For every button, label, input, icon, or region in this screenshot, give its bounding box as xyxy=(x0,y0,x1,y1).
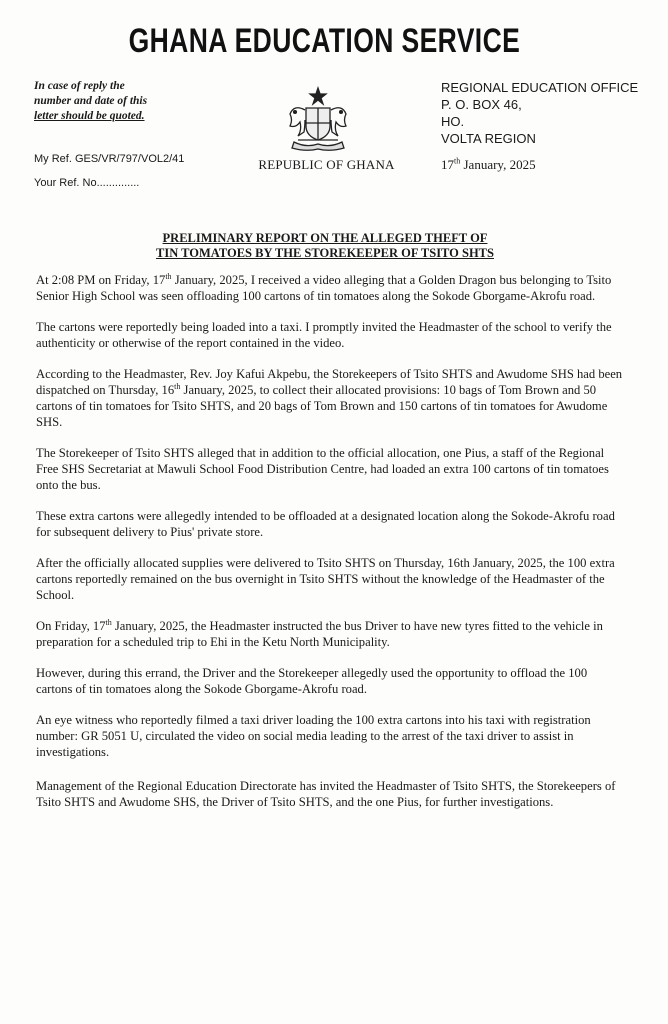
paragraph-7 xyxy=(36,618,626,650)
date-rest: January, 2025 xyxy=(460,157,536,172)
organization-title: GHANA EDUCATION SERVICE xyxy=(128,22,521,60)
your-reference: Your Ref. No.............. xyxy=(34,177,140,189)
reference-block xyxy=(34,147,184,195)
paragraph-7-sup: th xyxy=(105,617,112,627)
report-title xyxy=(90,231,560,261)
address-line-city: HO. xyxy=(441,114,465,129)
paragraph-1-text-b: January, 2025, I received a video alleging that a Golden Dragon bus belonging to Tsito Senior High School was seen offloading 100 cartons of tin tomatoes along the Sokode Gborgame-Akrofu road. xyxy=(36,273,612,303)
address-line-region: VOLTA REGION xyxy=(441,131,536,146)
paragraph-1 xyxy=(36,272,626,304)
paragraph-1-text-a: At 2:08 PM on Friday, 17 xyxy=(36,273,166,287)
paragraph-10: Management of the Regional Education Directorate has invited the Headmaster of Tsito SHTS, the Storekeepers of Tsito SHTS and Awudome SHS, the Driver of Tsito SHTS, and the one Pius, for further investigations. xyxy=(36,779,616,809)
reply-instruction xyxy=(34,79,184,124)
paragraph-6: After the officially allocated supplies were delivered to Tsito SHTS on Thursday, 16th January, 2025, the 100 extra cartons reportedly remained on the bus overnight in Tsito SHTS without the knowledge of the Headmaster of the School. xyxy=(36,556,615,602)
report-body xyxy=(36,272,626,825)
paragraph-4: The Storekeeper of Tsito SHTS alleged that in addition to the official allocation, one Pius, a staff of the Regional Free SHS Secretariat at Mawuli School Food Distribution Centre, had loaded an extra 100 cartons of tin tomatoes onto the bus. xyxy=(36,446,609,492)
paragraph-5: These extra cartons were allegedly intended to be offloaded at a designated location along the Sokode-Akrofu road for subsequent delivery to Pius' private store. xyxy=(36,509,615,539)
date-suffix: th xyxy=(454,156,461,166)
reply-instruction-line-2: number and date of this xyxy=(34,95,148,107)
paragraph-8: However, during this errand, the Driver and the Storekeeper allegedly used the opportunity to offload the 100 cartons of tin tomatoes along the Sokode Gborgame-Akrofu road. xyxy=(36,666,588,696)
address-line-box: P. O. BOX 46, xyxy=(441,97,522,112)
reply-instruction-line-3: letter should be quoted. xyxy=(34,110,145,122)
address-line-office: REGIONAL EDUCATION OFFICE xyxy=(441,80,639,95)
report-title-line-2: TIN TOMATOES BY THE STOREKEEPER OF TSITO SHTS xyxy=(156,246,494,260)
date-day: 17 xyxy=(441,157,454,172)
report-title-line-1: PRELIMINARY REPORT ON THE ALLEGED THEFT OF xyxy=(162,231,488,245)
paragraph-7-text-b: January, 2025, the Headmaster instructed the bus Driver to have new tyres fitted to the vehicle in preparation for a scheduled trip to Ehi in the Ketu North Municipality. xyxy=(36,619,603,649)
ghana-coat-of-arms-icon xyxy=(284,86,352,152)
paragraph-7-text-a: On Friday, 17 xyxy=(36,619,106,633)
letter-date xyxy=(441,157,536,173)
paragraph-3-sup: th xyxy=(174,381,181,391)
paragraph-1-sup: th xyxy=(165,271,172,281)
paragraph-2: The cartons were reportedly being loaded into a taxi. I promptly invited the Headmaster of the school to verify the authenticity or otherwise of the report contained in the video. xyxy=(36,320,612,350)
paragraph-3-text-a: According to the Headmaster, Rev. Joy Kafui Akpebu, the Storekeepers of Tsito SHTS and Awudome SHS had been dispatched on Thursday, 16 xyxy=(36,367,623,397)
reply-instruction-line-1: In case of reply the xyxy=(34,80,125,92)
republic-label: REPUBLIC OF GHANA xyxy=(258,157,395,172)
paragraph-3-text-b: January, 2025, to collect their allocated provisions: 10 bags of Tom Brown and 50 cartons of tin tomatoes for Tsito SHTS, and 20 bags of Tom Brown and 150 cartons of tin tomatoes for Awudome SHS. xyxy=(36,383,608,429)
sender-address xyxy=(441,79,638,147)
my-reference: My Ref. GES/VR/797/VOL2/41 xyxy=(34,153,185,165)
paragraph-3 xyxy=(36,366,626,430)
paragraph-9: An eye witness who reportedly filmed a taxi driver loading the 100 extra cartons into his taxi with registration number: GR 5051 U, circulated the video on social media leading to the arrest of the taxi driver to assist in investigations. xyxy=(36,713,591,759)
